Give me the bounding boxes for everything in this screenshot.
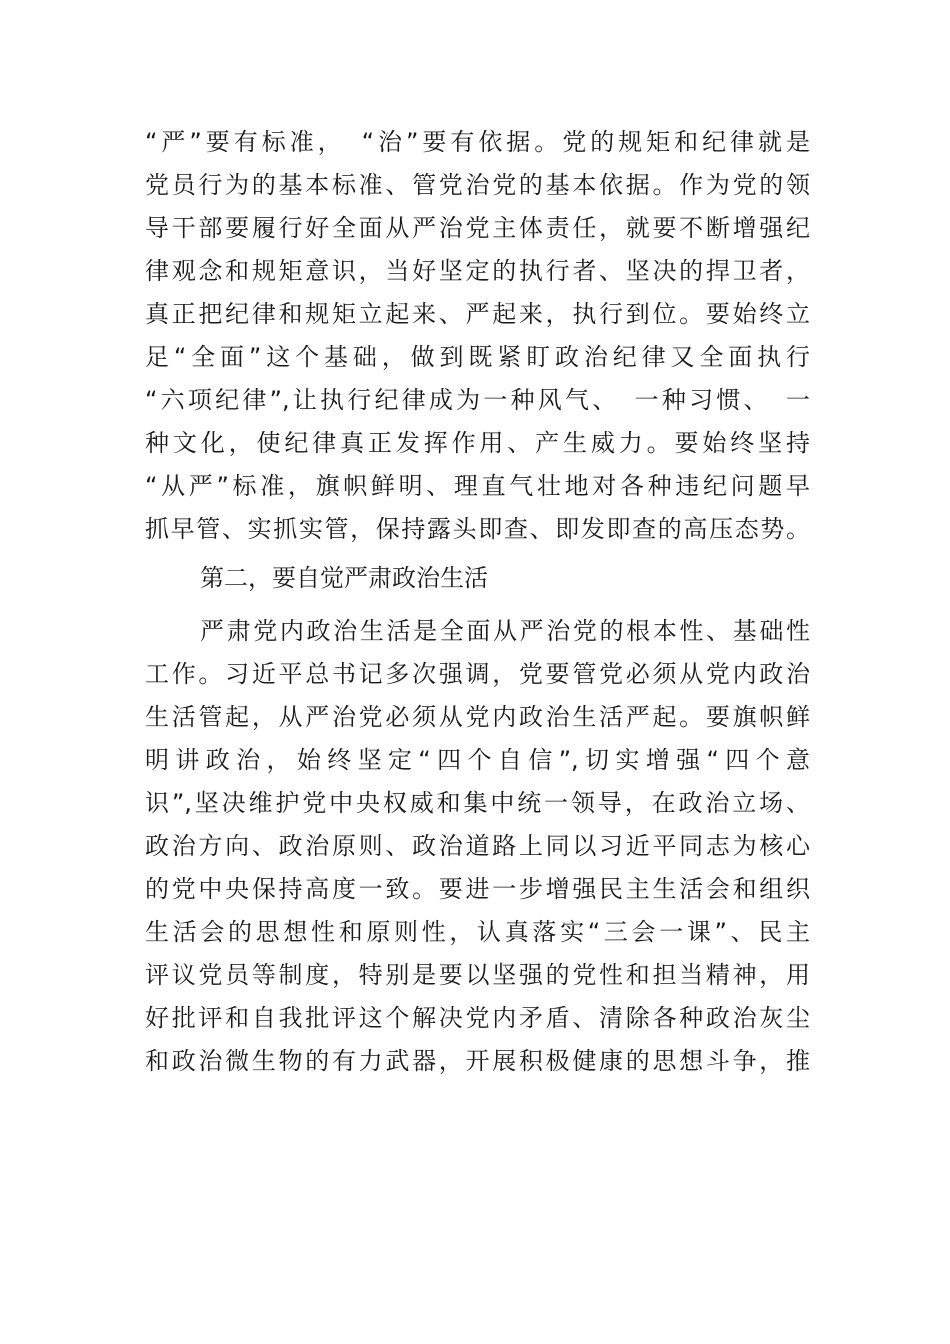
- text-line: 律观念和规矩意识，当好坚定的执行者、坚决的捍卫者，: [145, 257, 810, 285]
- text-line: “从严”标准，旗帜鲜明、理直气壮地对各种违纪问题早: [145, 472, 810, 500]
- text-line: “六项纪律”,让执行纪律成为一种风气、 一种习惯、 一: [145, 386, 810, 414]
- section-heading: 第二，要自觉严肃政治生活: [200, 564, 488, 592]
- text-line: 评议党员等制度，特别是要以坚强的党性和担当精神，用: [145, 961, 810, 989]
- text-line: 的党中央保持高度一致。要进一步增强民主生活会和组织: [145, 875, 810, 903]
- text-line: 生活会的思想性和原则性，认真落实“三会一课”、民主: [145, 918, 810, 946]
- text-line: 抓早管、实抓实管，保持露头即查、即发即查的高压态势。: [145, 515, 810, 543]
- text-line: 种文化，使纪律真正发挥作用、产生威力。要始终坚持: [145, 429, 810, 457]
- text-line: 导干部要履行好全面从严治党主体责任，就要不断增强纪: [145, 214, 810, 242]
- text-line: 足“全面”这个基础，做到既紧盯政治纪律又全面执行: [145, 343, 810, 371]
- text-line: 工作。习近平总书记多次强调，党要管党必须从党内政治: [145, 660, 810, 688]
- text-line: 真正把纪律和规矩立起来、严起来，执行到位。要始终立: [145, 300, 810, 328]
- text-line: 和政治微生物的有力武器，开展积极健康的思想斗争，推: [145, 1047, 810, 1075]
- text-line: 严肃党内政治生活是全面从严治党的根本性、基础性: [200, 617, 810, 645]
- text-line: “严”要有标准， “治”要有依据。党的规矩和纪律就是: [145, 128, 810, 156]
- text-line: 好批评和自我批评这个解决党内矛盾、清除各种政治灰尘: [145, 1004, 810, 1032]
- text-line: 生活管起，从严治党必须从党内政治生活严起。要旗帜鲜: [145, 703, 810, 731]
- text-line: 识”,坚决维护党中央权威和集中统一领导，在政治立场、: [145, 789, 810, 817]
- text-line: 党员行为的基本标准、管党治党的基本依据。作为党的领: [145, 171, 810, 199]
- text-line: 政治方向、政治原则、政治道路上同以习近平同志为核心: [145, 832, 810, 860]
- text-line: 明讲政治，始终坚定“四个自信”,切实增强“四个意: [145, 746, 810, 774]
